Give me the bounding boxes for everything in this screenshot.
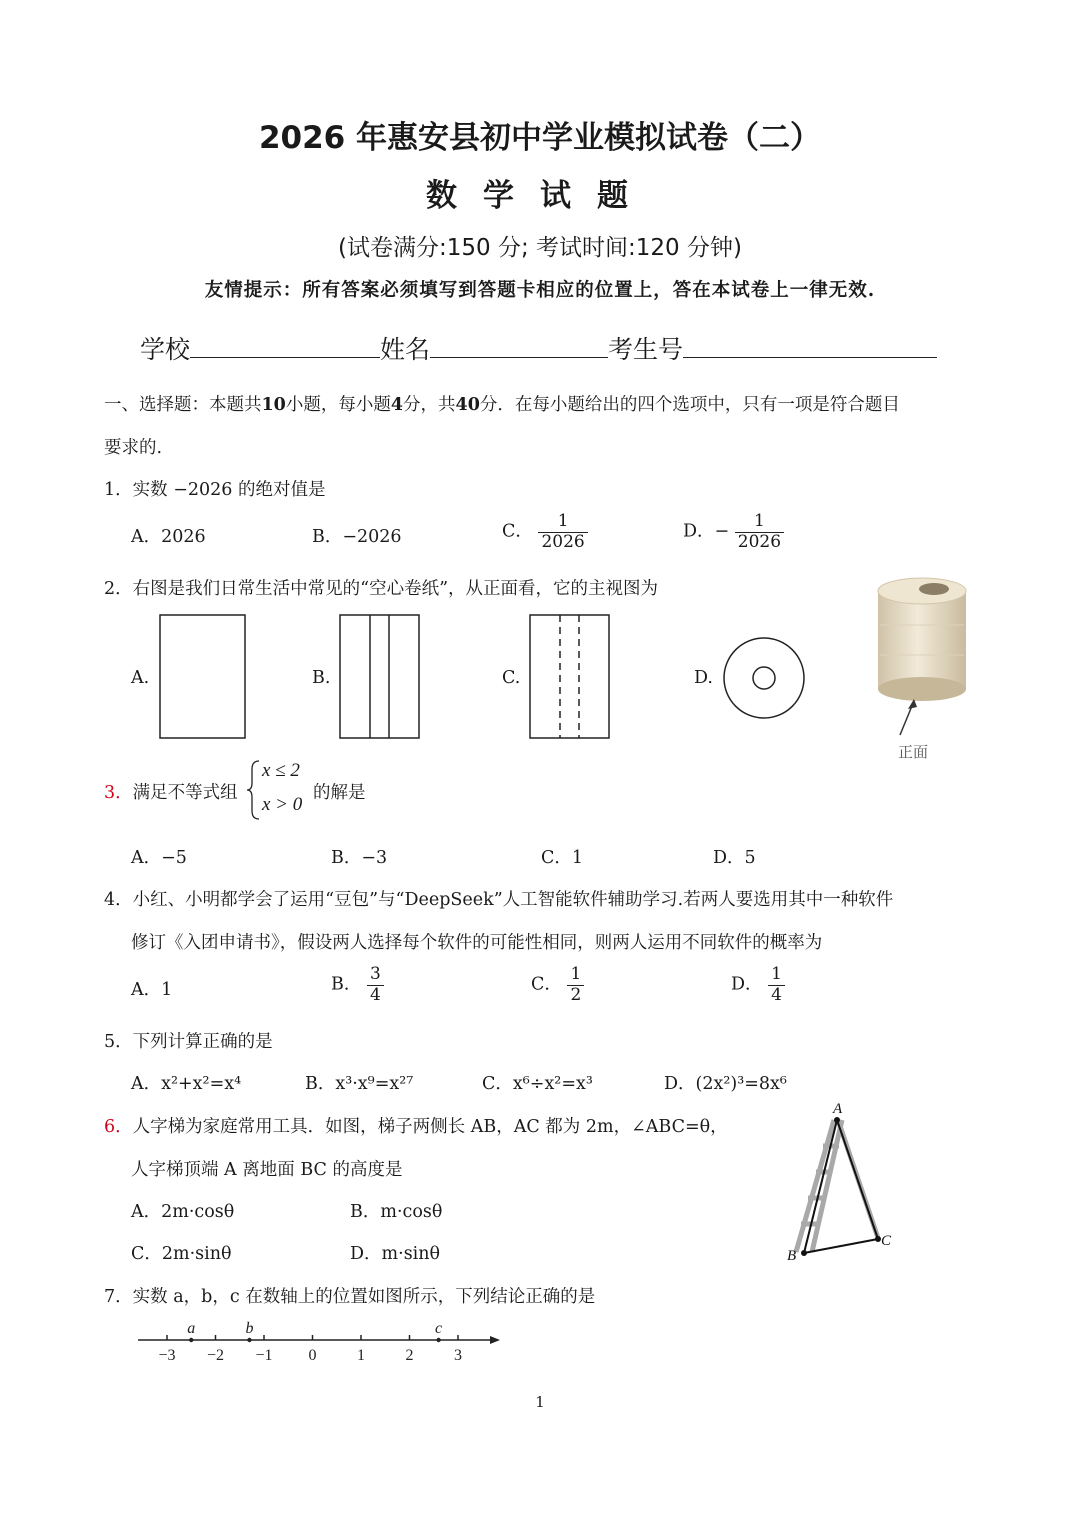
question-1 [104,476,325,501]
inequality-1: x ≤ 2 [262,760,300,781]
inequality-2: x > 0 [262,794,303,815]
q5-option-a[interactable]: A．x²+x²=x⁴ [131,1074,242,1094]
subject-title: 数学试题 [426,178,654,214]
fraction: $\frac{1}{2026}$ [538,512,587,552]
question-number: 5． [104,1032,133,1052]
q2-option-d-label[interactable]: D. [694,668,713,688]
q2-option-b-label[interactable]: B. [312,668,331,688]
number-line-point [189,1338,193,1342]
question-number: 7． [104,1287,133,1307]
q2-option-c-figure[interactable] [529,614,611,740]
question-text: 右图是我们日常生活中常见的“空心卷纸”，从正面看，它的主视图为 [132,579,659,599]
question-text: 小红、小明都学会了运用“豆包”与“DeepSeek”人工智能软件辅助学习.若两人要选用其中一种软件 [132,890,894,910]
exam-no-blank[interactable] [683,335,937,358]
q5-option-b[interactable]: B．x³·x⁹=x²⁷ [305,1074,414,1094]
question-5 [104,1028,273,1053]
q3-option-d[interactable]: D．5 [713,848,756,868]
q3-option-b[interactable]: B．−3 [331,848,388,868]
q3-option-a[interactable]: A．−5 [131,848,187,868]
question-text: 下列计算正确的是 [132,1032,273,1052]
q1-option-c[interactable]: C． $\frac{1}{2026}$ [502,512,588,552]
vertex-b-label: B [787,1248,797,1264]
front-label: 正面 [898,743,929,761]
name-blank[interactable] [430,335,608,358]
question-3-suffix: 的解是 [313,783,366,803]
vertex-a-label: A [833,1101,843,1117]
number-line-tick-label: −3 [158,1347,176,1364]
number-line-tick-label: −1 [255,1347,273,1364]
question-number: 1． [104,480,133,500]
q2-option-a-figure[interactable] [159,614,247,740]
number-line-point-label: a [187,1320,196,1337]
q1-option-b[interactable]: B．−2026 [312,527,402,547]
exam-no-label: 考生号 [608,335,684,364]
number-line-tick-label: 3 [454,1347,462,1364]
q5-option-c[interactable]: C．x⁶÷x²=x³ [482,1074,593,1094]
number-line-arrow [490,1336,500,1344]
q5-option-d[interactable]: D．(2x²)³=8x⁶ [664,1074,787,1094]
q4-option-c[interactable]: C． $\frac{1}{2}$ [531,965,584,1005]
question-text: 满足不等式组 [132,783,238,803]
number-line-tick-label: 1 [357,1347,365,1364]
question-number: 4． [104,890,133,910]
question-4-line2: 修订《入团申请书》，假设两人选择每个软件的可能性相同，则两人运用不同软件的概率为 [131,933,823,953]
question-number: 6． [104,1117,133,1137]
q1-option-d[interactable]: D．− $\frac{1}{2026}$ [683,512,784,552]
number-line-point [436,1338,440,1342]
number-line-tick-label: 2 [405,1347,414,1364]
question-7 [104,1283,595,1308]
question-6 [104,1113,728,1138]
number-line [130,1318,510,1368]
school-label: 学校 [140,335,191,364]
number-line-tick-label: −2 [206,1347,225,1364]
question-text: 实数 −2026 的绝对值是 [132,480,326,500]
question-6-line2: 人字梯顶端 A 离地面 BC 的高度是 [131,1160,403,1180]
q1-option-a[interactable]: A．2026 [131,527,206,547]
exam-title: 2026 年惠安县初中学业模拟试卷（二） [258,120,822,156]
q4-option-a[interactable]: A．1 [131,980,173,1000]
q6-option-b[interactable]: B．m·cosθ [350,1202,443,1222]
question-number: 2． [104,579,133,599]
school-blank[interactable] [190,335,380,358]
name-label: 姓名 [380,335,431,364]
q6-option-d[interactable]: D．m·sinθ [350,1244,441,1264]
exam-meta: (试卷满分:150 分; 考试时间:120 分钟) [338,235,742,261]
question-text: 实数 a，b，c 在数轴上的位置如图所示，下列结论正确的是 [132,1287,596,1307]
fraction: $\frac{3}{4}$ [367,965,384,1005]
q2-option-a-label[interactable]: A. [131,668,150,688]
q3-option-c[interactable]: C．1 [541,848,584,868]
q6-option-c[interactable]: C．2m·sinθ [131,1244,232,1264]
vertex-c-label: C [881,1233,892,1249]
fraction: $\frac{1}{4}$ [768,965,785,1005]
q4-option-d[interactable]: D． $\frac{1}{4}$ [731,965,785,1005]
ladder-figure [778,1098,898,1268]
q2-option-c-label[interactable]: C. [502,668,521,688]
q4-option-b[interactable]: B． $\frac{3}{4}$ [331,965,384,1005]
number-line-point-label: c [435,1320,443,1337]
section-heading-line2: 要求的. [104,438,163,458]
number-line-point-label: b [245,1320,254,1337]
toilet-roll-image [872,575,972,755]
question-number: 3． [104,783,133,803]
left-brace [246,759,262,821]
friendly-tip: 友情提示：所有答案必须填写到答题卡相应的位置上，答在本试卷上一律无效. [204,280,876,301]
question-text: 人字梯为家庭常用工具．如图，梯子两侧长 AB，AC 都为 2m，∠ABC=θ， [132,1117,728,1137]
fraction: $\frac{1}{2026}$ [735,512,784,552]
number-line-tick-label: 0 [308,1347,317,1364]
student-info-fields [140,330,937,366]
page-number: 1 [535,1393,545,1411]
question-3 [104,779,238,804]
section-heading: 一、选择题：本题共10小题，每小题4分，共40分．在每小题给出的四个选项中，只有一项是符合题目 [104,395,900,415]
question-4 [104,886,893,911]
q2-option-b-figure[interactable] [339,614,421,740]
number-line-point [247,1338,251,1342]
question-2 [104,575,658,600]
fraction: $\frac{1}{2}$ [567,965,584,1005]
q6-option-a[interactable]: A．2m·cosθ [131,1202,235,1222]
q2-option-d-figure[interactable] [722,636,808,722]
